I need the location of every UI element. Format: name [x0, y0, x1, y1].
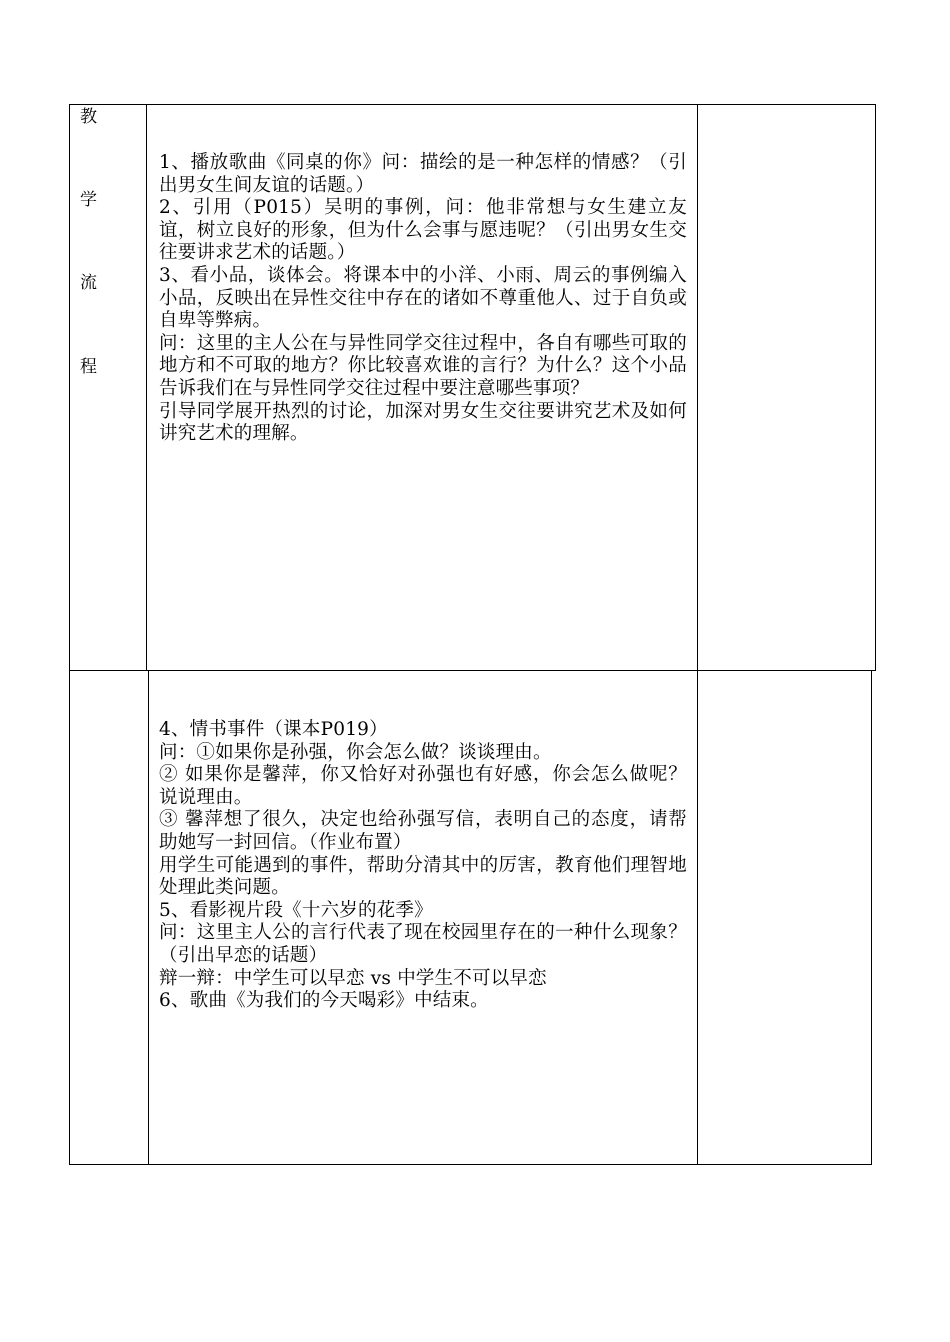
label-column-left-border-row2: [69, 670, 70, 1164]
step-paragraph: 引导同学展开热烈的讨论，加深对男女生交往要讲究艺术及如何讲究艺术的理解。: [159, 400, 687, 445]
step-paragraph: 4、情书事件（课本P019）: [159, 719, 388, 740]
section-label-char: 程: [80, 357, 97, 377]
row-divider: [69, 670, 876, 671]
step-paragraph: 问：这里主人公的言行代表了现在校园里存在的一种什么现象？（引出早恋的话题）: [159, 922, 687, 966]
table-right-border-row2: [871, 670, 872, 1164]
step-paragraph: 用学生可能遇到的事件，帮助分清其中的厉害，教育他们理智地处理此类问题。: [159, 854, 687, 899]
step-paragraph: 问：这里的主人公在与异性同学交往过程中，各自有哪些可取的地方和不可取的地方？你比较喜欢谁的言行？为什么？这个小品告诉我们在与异性同学交往过程中要注意哪些事项？: [159, 332, 687, 399]
step-paragraph: 辩一辩：中学生可以早恋 vs 中学生不可以早恋: [159, 967, 547, 989]
lesson-steps-part1: [159, 152, 687, 446]
section-label-char: 教: [80, 107, 97, 127]
step-paragraph: 5、看影视片段《十六岁的花季》: [159, 899, 433, 921]
label-column-left-border-row1: [69, 104, 70, 670]
step-paragraph: 2、引用（P015）吴明的事例，问：他非常想与女生建立友谊，树立良好的形象，但为什么会事与愿违呢？（引出男女生交往要讲求艺术的话题。）: [159, 197, 687, 264]
content-column-left-border-row2: [148, 670, 149, 1164]
table-bottom-border: [69, 1164, 872, 1165]
notes-column-left-border-row1: [697, 104, 698, 670]
step-paragraph: ③ 馨萍想了很久，决定也给孙强写信，表明自己的态度，请帮助她写一封回信。（作业布置）: [159, 809, 687, 853]
step-paragraph: ② 如果你是馨萍，你又恰好对孙强也有好感，你会怎么做呢？说说理由。: [159, 764, 687, 808]
step-paragraph: 问：①如果你是孙强，你会怎么做？谈谈理由。: [159, 741, 552, 763]
table-top-border: [69, 104, 876, 105]
section-label-char: 流: [80, 273, 97, 293]
lesson-steps-part2: [159, 719, 687, 1013]
table-right-border-row1: [875, 104, 876, 670]
step-paragraph: 3、看小品，谈体会。将课本中的小洋、小雨、周云的事例编入小品，反映出在异性交往中存在的诸如不尊重他人、过于自负或自卑等弊病。: [159, 264, 687, 332]
section-label-char: 学: [80, 190, 97, 210]
notes-column-left-border-row2: [697, 670, 698, 1164]
step-paragraph: 6、歌曲《为我们的今天喝彩》中结束。: [159, 990, 489, 1012]
content-column-left-border-row1: [146, 104, 147, 670]
step-paragraph: 1、播放歌曲《同桌的你》问：描绘的是一种怎样的情感？（引出男女生间友谊的话题。）: [159, 152, 687, 196]
